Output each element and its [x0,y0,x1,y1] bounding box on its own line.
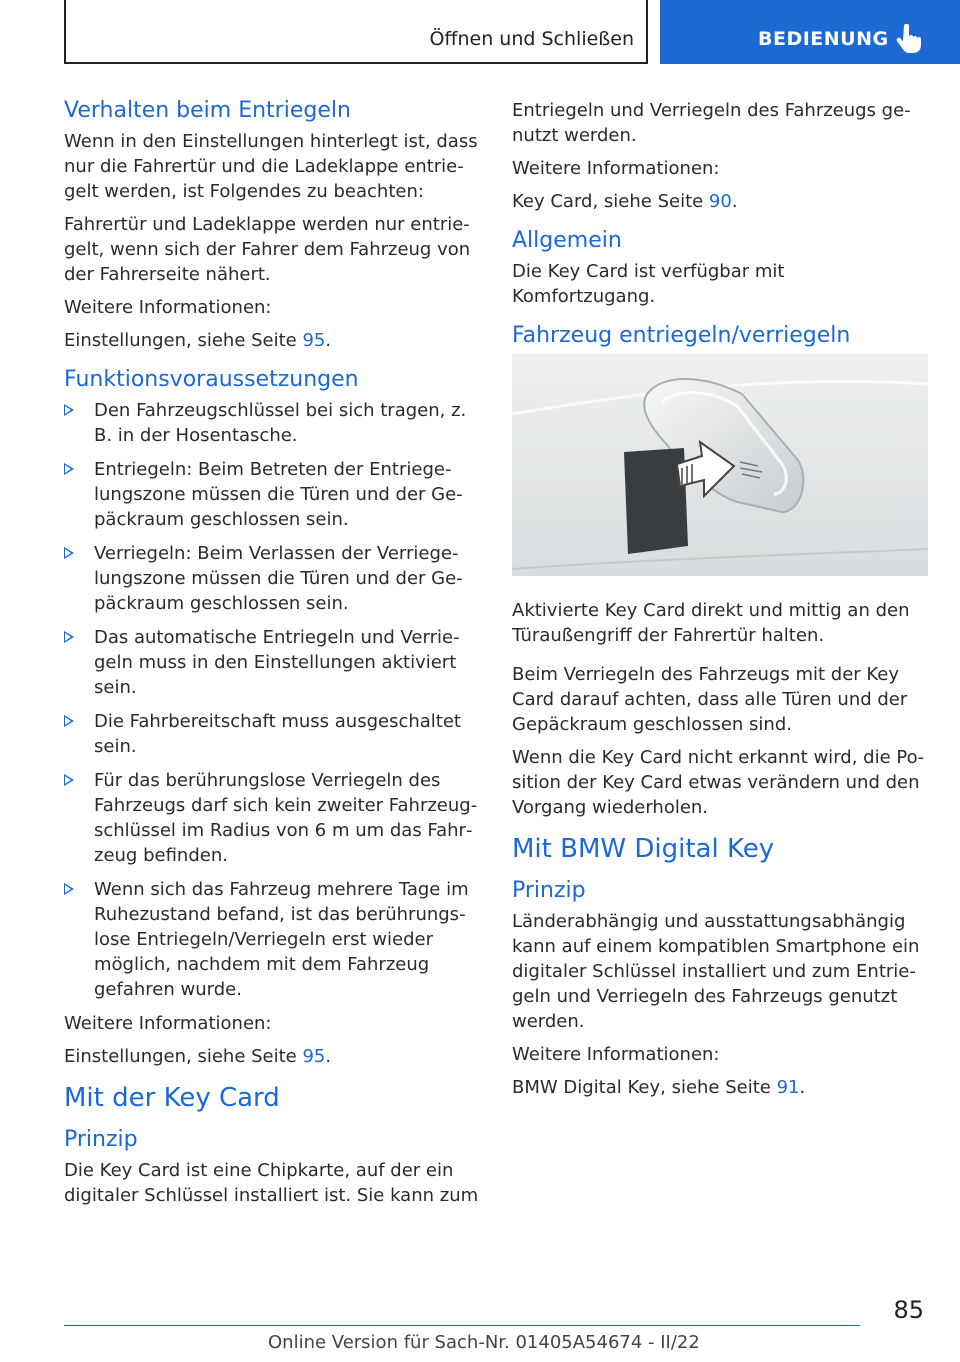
paragraph: Weitere Informationen: [64,1013,272,1034]
paragraph: Weitere Informationen: [64,297,272,318]
list-item-text: Wenn sich das Fahrzeug mehrere Tage im Ruhezustand befand, ist das berührungslose Entriegeln/Verriegeln erst wieder möglich, nachdem mit dem Fahrzeug gefahren wurde. [94,879,469,1000]
heading-prinzip: Prinzip [64,1127,138,1152]
triangle-bullet-icon [64,463,74,475]
footer-online-version: Online Version für Sach-Nr. 01405A54674 - II/22 [268,1332,700,1353]
page-reference [64,328,480,353]
reference-end: . [731,191,738,212]
triangle-bullet-icon [64,631,74,643]
paragraph: Wenn in den Einstellungen hinterlegt ist, dass nur die Fahrertür und die Ladeklappe entriegelt werden, ist Folgendes zu beachten: [64,131,478,202]
paragraph: Weitere Informationen: [512,158,720,179]
page-link[interactable]: 91 [776,1077,800,1098]
list-item-text: Verriegeln: Beim Verlassen der Verriegelungszone müssen die Türen und der Gepäckraum geschlossen sein. [94,543,463,614]
reference-end: . [325,330,332,351]
triangle-bullet-icon [64,715,74,727]
paragraph: Länderabhängig und ausstattungsabhängig kann auf einem kompatiblen Smartphone ein digitaler Schlüssel installiert und zum Entriegeln und Verriegeln des Fahrzeugs genutzt werden. [512,911,920,1032]
reference-text: Einstellungen, siehe Seite [64,330,303,351]
list-item [64,457,480,532]
reference-text: Einstellungen, siehe Seite [64,1046,303,1067]
section-title: Öffnen und Schließen [429,28,634,50]
reference-end: . [799,1077,806,1098]
page-reference [64,1044,480,1069]
chapter-tab[interactable] [660,0,960,64]
triangle-bullet-icon [64,774,74,786]
paragraph: Wenn die Key Card nicht erkannt wird, die Position der Key Card etwas verändern und den Vorgang wiederholen. [512,747,925,818]
page-reference [512,1075,928,1100]
list-item [64,709,480,759]
list-item [64,625,480,700]
reference-end: . [325,1046,332,1067]
paragraph: Die Key Card ist eine Chipkarte, auf der ein digitaler Schlüssel installiert ist. Sie kann zum [64,1160,479,1206]
section-header [64,0,648,64]
list-item [64,398,480,448]
chapter-tab-label: BEDIENUNG [758,28,889,50]
right-column [512,98,928,1108]
requirements-list [64,398,480,1002]
list-item [64,541,480,616]
pointing-hand-icon [896,24,922,54]
paragraph: Weitere Informationen: [512,1044,720,1065]
left-column [64,98,480,1216]
paragraph: Die Key Card ist verfügbar mit Komfortzugang. [512,261,785,307]
paragraph: Aktivierte Key Card direkt und mittig an den Türaußengriff der Fahrertür halten. [512,600,910,646]
door-handle-image [512,354,928,576]
page-reference [512,189,928,214]
heading-allgemein: Allgemein [512,228,622,253]
heading-verhalten-beim-entriegeln: Verhalten beim Entriegeln [64,98,351,123]
heading-funktionsvoraussetzungen: Funktionsvoraussetzungen [64,367,359,392]
footer-divider [64,1325,860,1326]
page-link[interactable]: 95 [302,1046,326,1067]
page-link[interactable]: 90 [708,191,732,212]
heading-prinzip: Prinzip [512,878,586,903]
paragraph: Entriegeln und Verriegeln des Fahrzeugs genutzt werden. [512,100,911,146]
page-link[interactable]: 95 [302,330,326,351]
list-item-text: Die Fahrbereitschaft muss ausgeschaltet sein. [94,711,461,757]
reference-text: Key Card, siehe Seite [512,191,709,212]
heading-fahrzeug-entriegeln-verriegeln: Fahrzeug entriegeln/verriegeln [512,323,851,348]
triangle-bullet-icon [64,547,74,559]
list-item-text: Für das berührungslose Verriegeln des Fahrzeugs darf sich kein zweiter Fahrzeugschlüssel im Radius von 6 m um das Fahrzeug befinden. [94,770,478,866]
key-card-door-handle-illustration [512,354,928,576]
list-item [64,768,480,868]
list-item-text: Entriegeln: Beim Betreten der Entriegelungszone müssen die Türen und der Gepäckraum geschlossen sein. [94,459,463,530]
heading-mit-bmw-digital-key: Mit BMW Digital Key [512,834,775,864]
list-item-text: Das automatische Entriegeln und Verriegeln muss in den Einstellungen aktiviert sein. [94,627,460,698]
list-item [64,877,480,1002]
page-number: 85 [893,1296,924,1324]
reference-text: BMW Digital Key, siehe Seite [512,1077,777,1098]
paragraph: Fahrertür und Ladeklappe werden nur entriegelt, wenn sich der Fahrer dem Fahrzeug von der Fahrerseite nähert. [64,214,471,285]
paragraph: Beim Verriegeln des Fahrzeugs mit der Key Card darauf achten, dass alle Türen und der Gepäckraum geschlossen sind. [512,664,908,735]
heading-mit-der-key-card: Mit der Key Card [64,1083,280,1113]
list-item-text: Den Fahrzeugschlüssel bei sich tragen, z. B. in der Hosentasche. [94,400,467,446]
triangle-bullet-icon [64,883,74,895]
triangle-bullet-icon [64,404,74,416]
